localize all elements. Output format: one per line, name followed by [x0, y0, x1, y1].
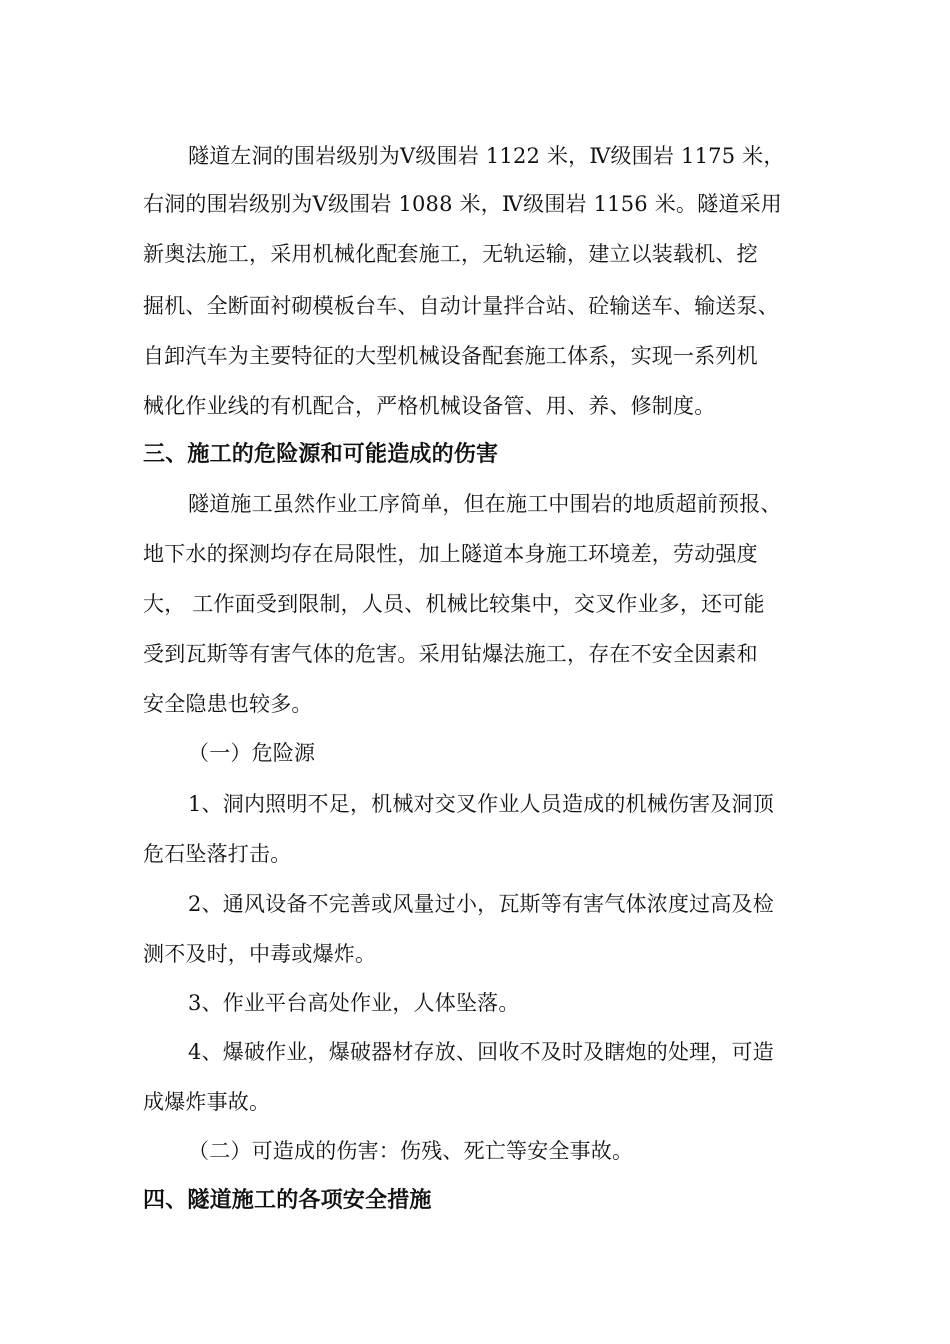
list-item-line: 3、作业平台高处作业，人体坠落。 [188, 991, 520, 1015]
list-item-line: 成爆炸事故。 [143, 1090, 271, 1114]
paragraph-line: 隧道左洞的围岩级别为Ⅴ级围岩 1122 米，Ⅳ级围岩 1175 米， [188, 144, 785, 168]
paragraph-line: 安全隐患也较多。 [143, 692, 313, 716]
list-item-line: 4、爆破作业，爆破器材存放、回收不及时及瞎炮的处理，可造 [188, 1040, 774, 1064]
section-heading: 三、施工的危险源和可能造成的伤害 [143, 441, 499, 467]
subheading: （一）危险源 [188, 741, 316, 765]
paragraph-line: 掘机、全断面衬砌模板台车、自动计量拌合站、砼输送车、输送泵、 [143, 294, 779, 318]
paragraph-line: 地下水的探测均存在局限性，加上隧道本身施工环境差，劳动强度 [143, 542, 758, 566]
list-item-line: 危石坠落打击。 [143, 842, 292, 866]
paragraph-line: 新奥法施工，采用机械化配套施工，无轨运输，建立以装载机、挖 [143, 242, 758, 266]
paragraph-line: 械化作业线的有机配合，严格机械设备管、用、养、修制度。 [143, 394, 716, 418]
list-item-line: 测不及时，中毒或爆炸。 [143, 942, 377, 966]
list-item-line: 1、洞内照明不足，机械对交叉作业人员造成的机械伤害及洞顶 [188, 792, 774, 816]
section-heading: 四、隧道施工的各项安全措施 [143, 1187, 432, 1213]
subheading: （二）可造成的伤害：伤残、死亡等安全事故。 [188, 1139, 634, 1163]
paragraph-line: 大， 工作面受到限制，人员、机械比较集中，交叉作业多，还可能 [143, 592, 765, 616]
list-item-line: 2、通风设备不完善或风量过小，瓦斯等有害气体浓度过高及检 [188, 892, 774, 916]
paragraph-line: 右洞的围岩级别为Ⅴ级围岩 1088 米，Ⅳ级围岩 1156 米。隧道采用 [143, 192, 782, 216]
paragraph-line: 受到瓦斯等有害气体的危害。采用钻爆法施工，存在不安全因素和 [143, 642, 758, 666]
paragraph-line: 自卸汽车为主要特征的大型机械设备配套施工体系，实现一系列机 [143, 344, 758, 368]
paragraph-line: 隧道施工虽然作业工序简单，但在施工中围岩的地质超前预报、 [188, 492, 782, 516]
